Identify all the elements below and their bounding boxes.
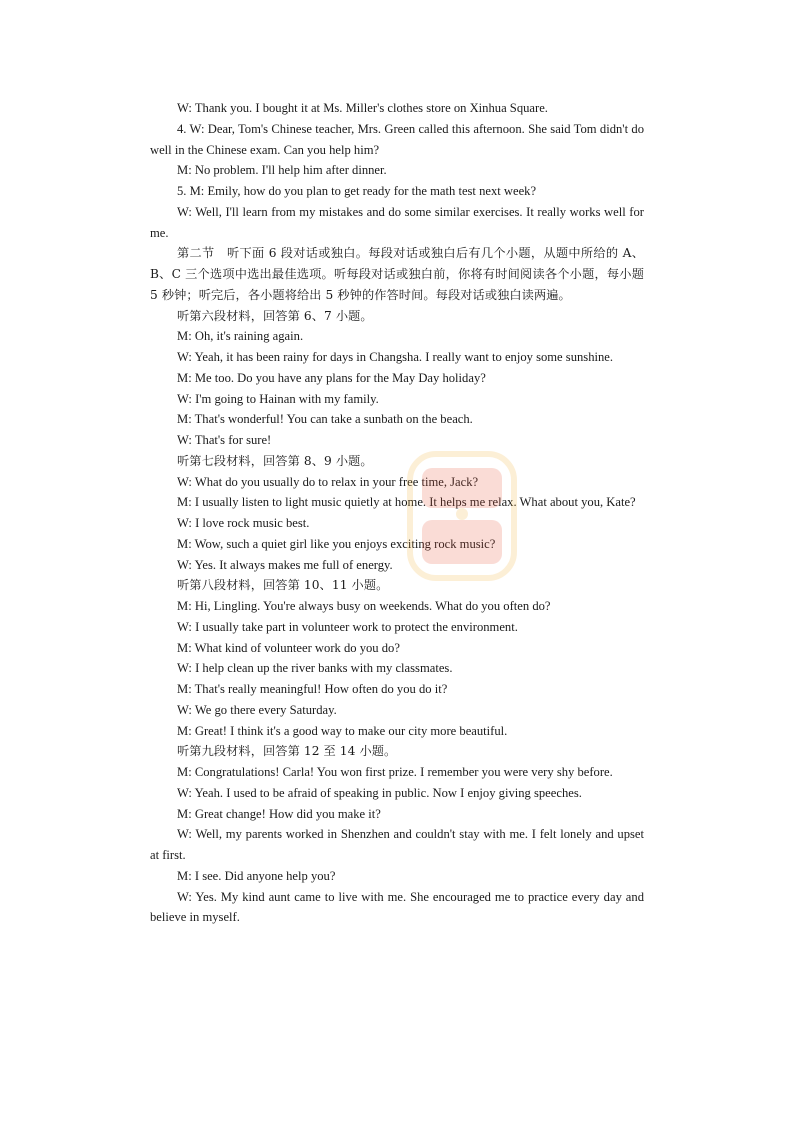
- dialogue-line: M: Great change! How did you make it?: [177, 806, 381, 821]
- dialogue-line: W: I love rock music best.: [177, 516, 310, 530]
- dialogue-line: M: That's wonderful! You can take a sunbath on the beach.: [177, 412, 473, 427]
- dialogue-line: 4. W: Dear, Tom's Chinese teacher, Mrs. Green called this afternoon. She said Tom didn't do well in the Chinese exam. Can you help him?: [150, 121, 644, 157]
- dialogue-line: W: I'm going to Hainan with my family.: [177, 391, 379, 406]
- dialogue-line: M: Wow, such a quiet girl like you enjoys exciting rock music?: [177, 536, 496, 551]
- dialogue-line: M: Congratulations! Carla! You won first prize. I remember you were very shy before.: [177, 765, 613, 779]
- dialogue-line: M: Great! I think it's a good way to make our city more beautiful.: [177, 723, 508, 738]
- dialogue-line: 5. M: Emily, how do you plan to get ready for the math test next week?: [177, 184, 537, 198]
- dialogue-line: M: That's really meaningful! How often do you do it?: [177, 682, 448, 696]
- dialogue-line: W: Yes. My kind aunt came to live with me. She encouraged me to practice every day and believe in myself.: [150, 889, 644, 925]
- dialogue-line: M: I see. Did anyone help you?: [177, 868, 336, 883]
- dialogue-line: W: We go there every Saturday.: [177, 702, 337, 717]
- dialogue-line: W: I usually take part in volunteer work to protect the environment.: [177, 619, 518, 634]
- dialogue-line: W: Well, my parents worked in Shenzhen and couldn't stay with me. I felt lonely and upset at first.: [150, 827, 644, 862]
- dialogue-line: W: Thank you. I bought it at Ms. Miller's clothes store on Xinhua Square.: [177, 101, 548, 115]
- dialogue-line: W: I help clean up the river banks with my classmates.: [177, 661, 453, 676]
- section-instruction: 听第九段材料，回答第 12 至 14 小题。: [177, 744, 397, 759]
- dialogue-line: W: Well, I'll learn from my mistakes and do some similar exercises. It really works well for me.: [150, 204, 644, 240]
- section-instruction: 听第八段材料，回答第 10、11 小题。: [177, 578, 389, 593]
- dialogue-line: M: Me too. Do you have any plans for the May Day holiday?: [177, 370, 486, 385]
- dialogue-line: W: Yeah, it has been rainy for days in Changsha. I really want to enjoy some sunshine.: [177, 350, 614, 364]
- dialogue-line: M: Hi, Lingling. You're always busy on weekends. What do you often do?: [177, 599, 551, 613]
- dialogue-line: W: That's for sure!: [177, 433, 272, 447]
- dialogue-line: W: Yes. It always makes me full of energy.: [177, 557, 393, 572]
- dialogue-line: W: Yeah. I used to be afraid of speaking in public. Now I enjoy giving speeches.: [177, 785, 582, 800]
- section-instruction: 听第六段材料，回答第 6、7 小题。: [177, 308, 373, 323]
- dialogue-line: M: Oh, it's raining again.: [177, 329, 304, 344]
- section-instruction: 第二节 听下面 6 段对话或独白。每段对话或独白后有几个小题，从题中所给的 A、B、C 三个选项中选出最佳选项。听每段对话或独白前，你将有时间阅读各个小题，每小题 5 秒钟；听完后，各小题将给出 5 秒钟的作答时间。每段对话或独白读两遍。: [150, 246, 644, 302]
- document-body: [150, 98, 644, 928]
- section-instruction: 听第七段材料，回答第 8、9 小题。: [177, 453, 373, 468]
- dialogue-line: W: What do you usually do to relax in your free time, Jack?: [177, 474, 479, 489]
- dialogue-line: M: No problem. I'll help him after dinner.: [177, 163, 387, 178]
- dialogue-line: M: I usually listen to light music quietly at home. It helps me relax. What about you, Kate?: [177, 495, 636, 510]
- dialogue-line: M: What kind of volunteer work do you do?: [177, 640, 400, 655]
